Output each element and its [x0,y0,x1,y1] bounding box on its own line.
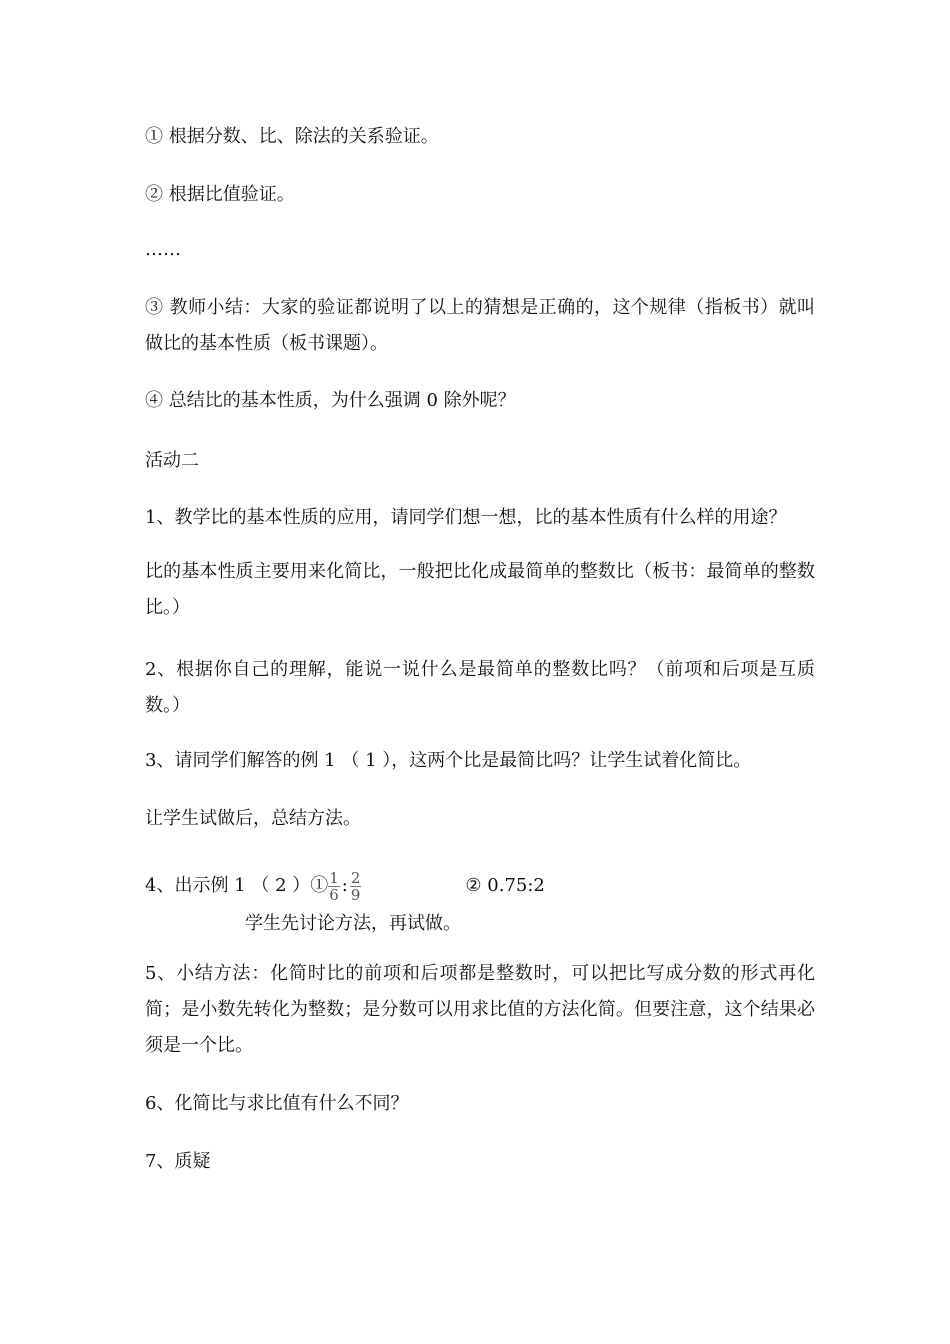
step-3-method: 让学生试做后，总结方法。 [145,808,361,829]
step-1: 1、教学比的基本性质的应用，请同学们想一想，比的基本性质有什么样的用途？ [145,507,787,528]
verify-item-2: ② 根据比值验证。 [145,184,295,205]
step-4-instruction: 学生先讨论方法，再试做。 [245,913,461,934]
fraction-two-ninths [350,870,362,903]
activity-two-heading: 活动二 [145,450,199,471]
ratio-colon: : [341,875,348,896]
teacher-summary: ③ 教师小结：大家的验证都说明了以上的猜想是正确的，这个规律（指板书）就叫做比的基本性质（板书课题）。 [145,297,815,354]
fraction-one-sixth [328,870,340,903]
summary-item-4: ④ 总结比的基本性质，为什么强调 0 除外呢？ [145,390,516,411]
verify-item-1: ① 根据分数、比、除法的关系验证。 [145,126,439,147]
step-6: 6、化简比与求比值有什么不同？ [145,1093,409,1114]
step-1-answer: 比的基本性质主要用来化简比，一般把比化成最简单的整数比（板书：最简单的整数比。） [145,561,815,618]
fraction-denominator: 6 [329,885,339,904]
step-5: 5、小结方法：化简时比的前项和后项都是整数时，可以把比写成分数的形式再化简；是小数先转化为整数；是分数可以用求比值的方法化简。但要注意，这个结果必须是一个比。 [145,963,815,1056]
step-2: 2、根据你自己的理解，能说一说什么是最简单的整数比吗？（前项和后项是互质数。） [145,659,815,716]
step-4-item-2: ② 0.75:2 [465,875,545,896]
step-4-prefix: 4、出示例 1 （ 2 ）① [145,875,329,896]
fraction-numerator: 2 [350,868,361,887]
fraction-numerator: 1 [329,868,339,887]
fraction-denominator: 9 [350,885,361,904]
ellipsis: …… [145,239,181,260]
step-7: 7、质疑 [145,1151,211,1172]
step-4 [145,866,545,906]
step-3: 3、请同学们解答的例 1 （ 1 ），这两个比是最简比吗？让学生试着化简比。 [145,750,752,771]
